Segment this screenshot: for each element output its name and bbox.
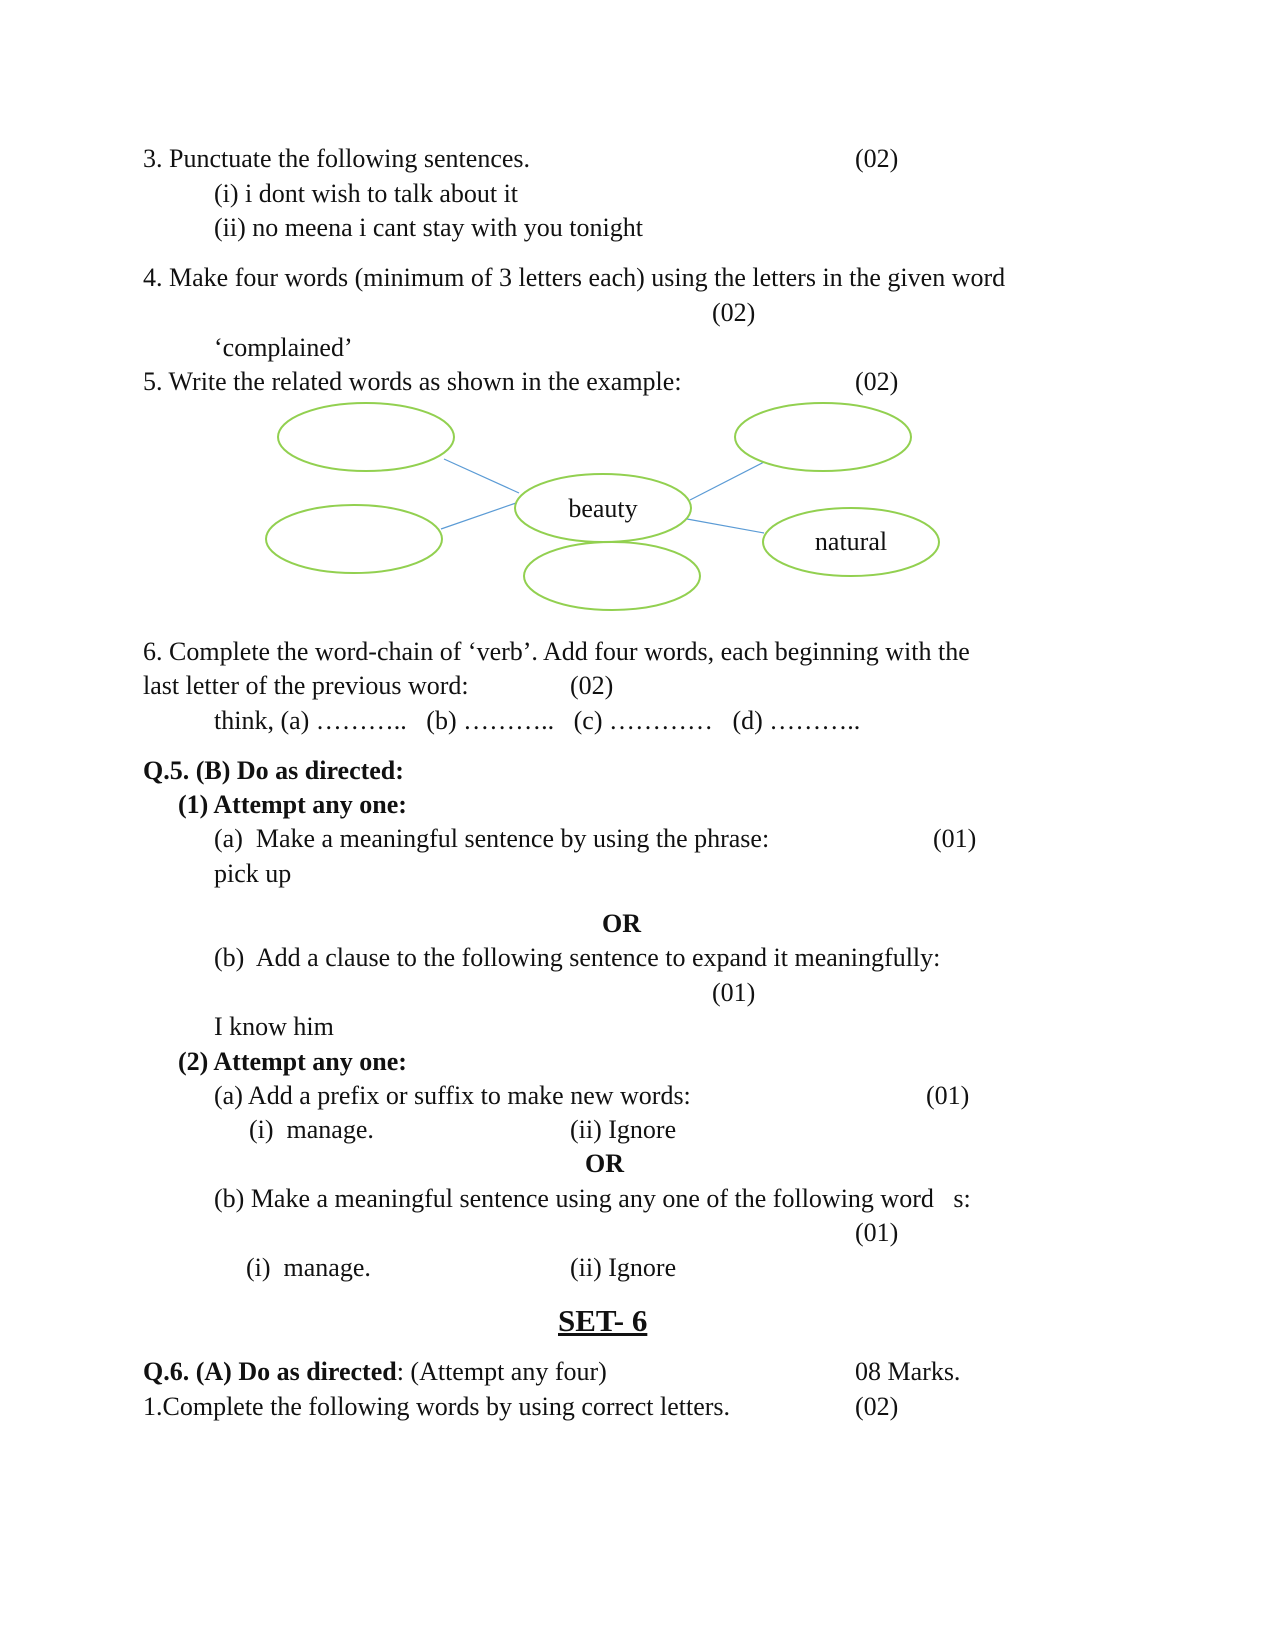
center-word: beauty bbox=[568, 494, 638, 523]
q5b-heading: Q.5. (B) Do as directed: bbox=[143, 756, 404, 785]
q6-chain: think, (a) ……….. (b) ……….. (c) ………… (d) ……….. bbox=[214, 706, 861, 735]
q3-item-1: (i) i dont wish to talk about it bbox=[214, 179, 519, 208]
connector-top-right bbox=[690, 462, 764, 500]
q5b-part1-b-marks: (01) bbox=[712, 978, 756, 1007]
q5b-part2-a-text: (a) Add a prefix or suffix to make new words: bbox=[214, 1081, 691, 1110]
q5b-part2-a-marks: (01) bbox=[926, 1081, 970, 1110]
example-word: natural bbox=[814, 527, 888, 556]
q5b-part1-b-text: (b) Add a clause to the following sentence to expand it meaningfully: bbox=[214, 943, 941, 972]
q5b-part2-b-option-i: (i) manage. bbox=[246, 1253, 371, 1282]
q5b-part1-b-sentence: I know him bbox=[214, 1012, 334, 1041]
q5b-part2-heading: (2) Attempt any one: bbox=[178, 1047, 407, 1076]
q6a-heading-bold: Q.6. (A) Do as directed bbox=[143, 1357, 397, 1386]
q6a-marks: 08 Marks. bbox=[855, 1357, 961, 1386]
q6a-q1-text: 1.Complete the following words by using correct letters. bbox=[143, 1392, 731, 1421]
q5b-part2-or: OR bbox=[585, 1149, 624, 1178]
oval-top-right bbox=[735, 403, 911, 471]
connector-bottom-right bbox=[687, 519, 764, 533]
q5-title: 5. Write the related words as shown in the example: bbox=[143, 367, 682, 396]
q6-line-1: 6. Complete the word-chain of ‘verb’. Add four words, each beginning with the bbox=[143, 637, 970, 666]
q5-marks: (02) bbox=[855, 367, 899, 396]
oval-bottom-left bbox=[266, 505, 442, 573]
q4-marks: (02) bbox=[712, 298, 756, 327]
q6-line-2: last letter of the previous word: bbox=[143, 671, 469, 700]
q5b-part1-a-text: (a) Make a meaningful sentence by using the phrase: bbox=[214, 824, 770, 853]
q5b-part2-b-option-ii: (ii) Ignore bbox=[570, 1253, 677, 1282]
q3-title: 3. Punctuate the following sentences. bbox=[143, 144, 531, 173]
oval-top-left bbox=[278, 403, 454, 471]
q5b-part2-a-option-ii: (ii) Ignore bbox=[570, 1115, 677, 1144]
q3-marks: (02) bbox=[855, 144, 899, 173]
q5b-part2-b-marks: (01) bbox=[855, 1218, 899, 1247]
q4-word: ‘complained’ bbox=[214, 333, 353, 362]
q5b-part2-b-text: (b) Make a meaningful sentence using any one of the following word s: bbox=[214, 1184, 971, 1213]
q6a-q1-marks: (02) bbox=[855, 1392, 899, 1421]
set-title: SET- 6 bbox=[558, 1303, 648, 1338]
q6-marks: (02) bbox=[570, 671, 614, 700]
q5b-part1-a-phrase: pick up bbox=[214, 859, 292, 888]
q5b-part1-heading: (1) Attempt any one: bbox=[178, 790, 407, 819]
q6a-heading-rest: : (Attempt any four) bbox=[396, 1357, 607, 1386]
connector-top-left bbox=[444, 459, 519, 493]
connector-bottom-left bbox=[441, 503, 516, 529]
q4-title: 4. Make four words (minimum of 3 letters each) using the letters in the given word bbox=[143, 263, 1006, 292]
q5b-part1-or: OR bbox=[602, 909, 641, 938]
q5b-part2-a-option-i: (i) manage. bbox=[249, 1115, 374, 1144]
q6a-heading bbox=[143, 1359, 607, 1385]
q5b-part1-a-marks: (01) bbox=[933, 824, 977, 853]
q3-item-2: (ii) no meena i cant stay with you tonight bbox=[214, 213, 643, 242]
oval-bottom-center bbox=[524, 542, 700, 610]
